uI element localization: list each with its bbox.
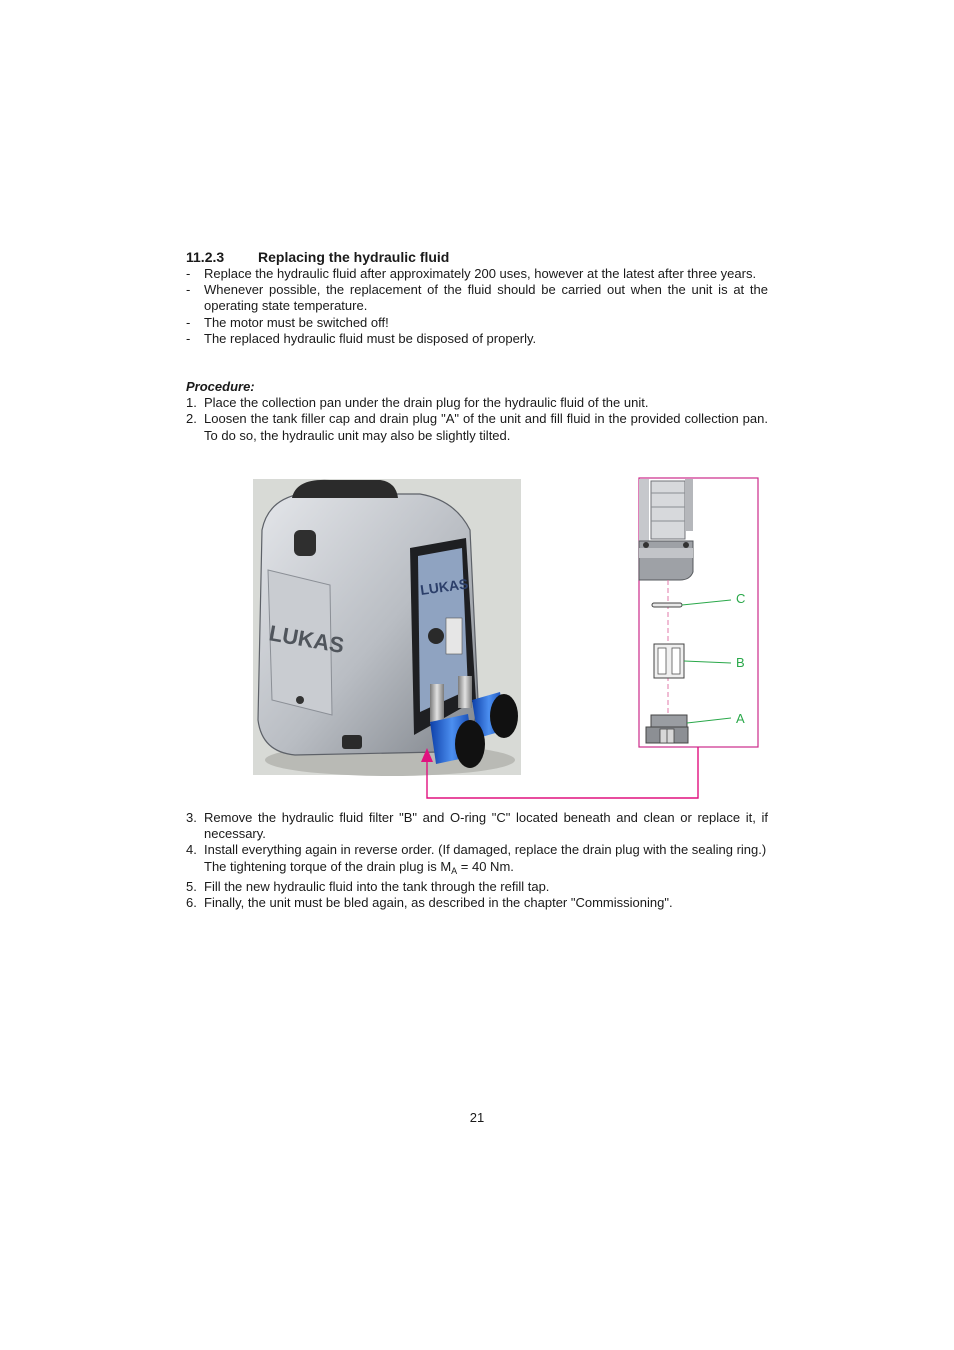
- brand-logo-side: LUKAS: [267, 620, 347, 659]
- unit-photo: [253, 479, 521, 776]
- label-b: B: [736, 655, 745, 670]
- section-number: 11.2.3: [186, 249, 225, 265]
- brand-logo-front: LUKAS: [419, 575, 470, 598]
- label-c: C: [736, 591, 746, 606]
- list-item: - Whenever possible, the replacement of the fluid should be carried out when the unit is at the operating state temperature.: [186, 282, 768, 314]
- list-item: 5. Fill the new hydraulic fluid into the tank through the refill tap.: [186, 878, 550, 894]
- section-title: Replacing the hydraulic fluid: [258, 249, 450, 265]
- list-item: 4. Install everything again in reverse order. (If damaged, replace the drain plug with the sealing ring.) The tightening torque of the drain plug is $M_A = 40$ Nm.: [186, 842, 768, 878]
- steps-after: [186, 810, 768, 911]
- list-item: - The motor must be switched off!: [186, 314, 389, 330]
- procedure-heading: Procedure:: [186, 379, 255, 394]
- exploded-view: [639, 479, 693, 743]
- page-number: 21: [469, 1110, 485, 1125]
- label-a: A: [736, 711, 745, 726]
- list-item: 1. Place the collection pan under the drain plug for the hydraulic fluid of the unit.: [186, 395, 649, 411]
- list-item: 6. Finally, the unit must be bled again, as described in the chapter "Commissioning".: [186, 895, 673, 911]
- torque-note: The tightening torque of the drain plug is $M_A = 40$ Nm.: [204, 858, 514, 876]
- list-item: - Replace the hydraulic fluid after approximately 200 uses, however at the latest after three years.: [186, 266, 757, 281]
- list-item: - The replaced hydraulic fluid must be disposed of properly.: [186, 330, 537, 346]
- list-item: 3. Remove the hydraulic fluid filter "B" and O-ring "C" located beneath and clean or replace it, if necessary.: [186, 810, 768, 842]
- list-item: 2. Loosen the tank filler cap and drain plug "A" of the unit and fill fluid in the provided collection pan. To do so, the hydraulic unit may also be slightly tilted.: [186, 411, 768, 443]
